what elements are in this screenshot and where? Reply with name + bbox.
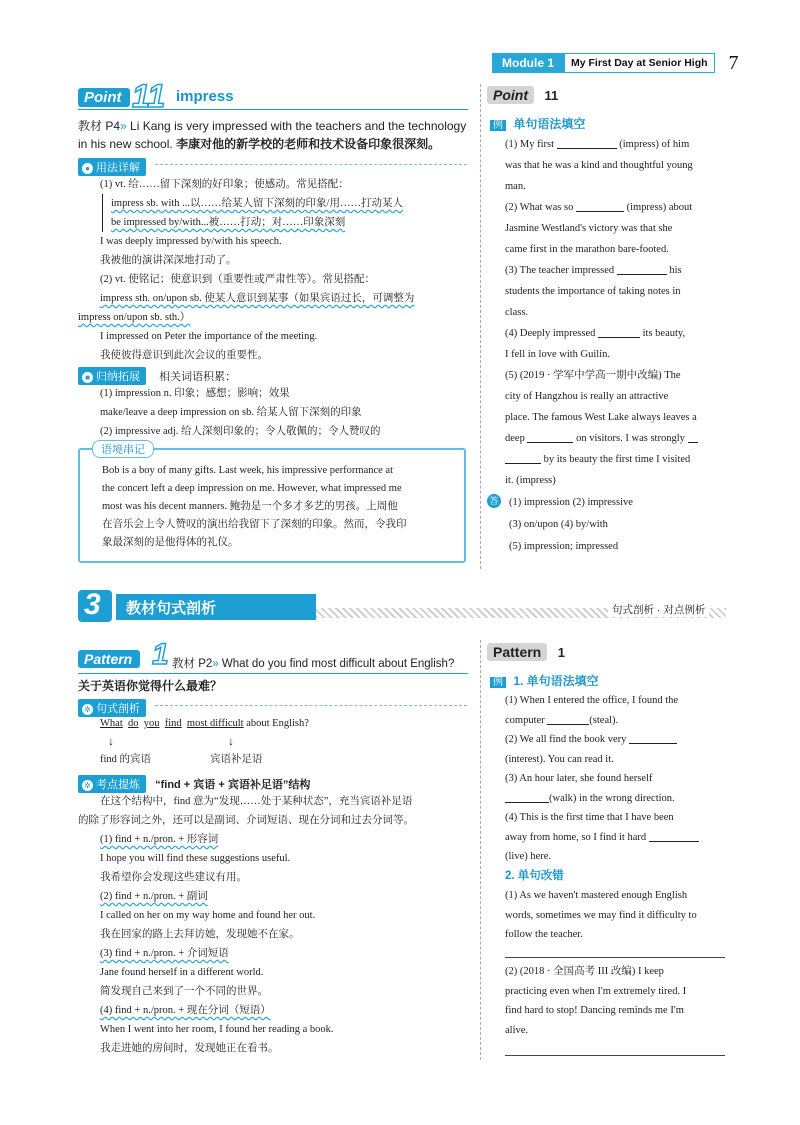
heading-rule <box>78 109 468 110</box>
usage-line: 我被他的演讲深深地打动了。 <box>100 255 237 266</box>
context-line: the concert left a deep impression on me. However, what impressed me <box>102 483 402 494</box>
example-en: I hope you will find these suggestions useful. <box>100 853 291 864</box>
context-line: 象最深刻的是他得体的礼仪。 <box>102 537 239 548</box>
sentence-analysis: What do you find most difficult about English? <box>100 718 309 729</box>
intro-block: 教材 P4» Li Kang is very impressed with the teachers and the technology in his new school. 李康对他的新学校的老师和技术设备印象很深刻。 <box>78 119 467 151</box>
example-label: 例 <box>490 677 506 688</box>
arrow-icon: ↓ <box>228 734 234 748</box>
gear-icon: ✲ <box>82 704 93 715</box>
key-point-body <box>100 792 412 811</box>
intro-en: Li Kang is very impressed with the teachers and the technology <box>130 119 467 133</box>
example-en: When I went into her room, I found her reading a book. <box>100 1024 334 1035</box>
example-zh: 我希望你会发现这些建议有用。 <box>100 872 247 883</box>
summary-line: (2) impressive adj. 给人深刻印象的；令人敬佩的；令人赞叹的 <box>100 426 381 437</box>
answer-icon: 答 <box>487 494 501 508</box>
key-point-title: “find + 宾语 + 宾语补足语”结构 <box>155 779 311 791</box>
right-pattern-title <box>490 672 599 689</box>
intro-ref: 教材 P4 <box>78 119 121 133</box>
section-number: 3 <box>84 588 101 621</box>
example-en: Jane found herself in a different world. <box>100 967 264 978</box>
summary-body <box>100 384 381 441</box>
answer-line: (5) impression; impressed <box>509 541 619 552</box>
context-line: 在音乐会上令人赞叹的演出给我留下了深刻的印象。然而，令我印 <box>102 519 407 530</box>
example-structure: (1) find + n./pron. + 形容词 <box>100 834 219 845</box>
right-pattern-badge: Pattern <box>487 643 547 661</box>
example-structure: (2) find + n./pron. + 副词 <box>100 891 208 902</box>
usage-line: impress on/upon sb. sth.） <box>78 312 191 323</box>
answer-line <box>505 1055 725 1056</box>
right-exercises: (1) My first (impress) of him was that he was a kind and thoughtful young man. (2) What was so (impress) about Jasmine Westland's victory was that she came first in the marathon bare-footed. (3) The teacher impressed his students the importance of taking notes in class. (4) Deeply impressed its beauty, I fell in love with Guilin. (5) (2019 · 学军中学高一期中改编) The city of Hangzhou is really an attractive place. The famous West Lake always leaves a deep on visitors. I was strongly by its beauty the first time I visited it. (impress) <box>505 139 697 486</box>
right-point-badge: Point <box>487 86 534 104</box>
usage-example <box>100 327 317 365</box>
right-pattern-exercises: (1) When I entered the office, I found the computer (steal). (2) We all find the book very (interest). You can read it. (3) An hour later, she found herself (walk) in the wrong direction. (4) This is the first time that I have been away from home, so I find it hard (live) here. 2. 单句改错 (1) As we haven't mastered enough English words, sometimes we may find it difficulty to follow the teacher. <box>505 691 725 945</box>
body-line: 在这个结构中，find 意为“发现……处于某种状态”，充当宾语补足语 <box>100 796 413 807</box>
point-number: 11 <box>132 78 166 114</box>
example-zh: 我走进她的房间时，发现她正在看书。 <box>100 1043 279 1054</box>
usage-line: I was deeply impressed by/with his speech. <box>100 236 282 247</box>
analysis-label: 宾语补足语 <box>210 754 263 765</box>
example-structure: (4) find + n./pron. + 现在分词（短语） <box>100 1005 271 1016</box>
context-text <box>102 462 457 552</box>
examples-list <box>100 830 334 1058</box>
example-zh: 我在回家的路上去拜访她，发现她不在家。 <box>100 929 300 940</box>
page-number: 7 <box>728 51 739 74</box>
answer-block <box>487 492 633 558</box>
usage-line: impress sb. with ...以……给某人留下深刻的印象/用……打动某人 <box>111 198 403 209</box>
divider <box>155 164 467 165</box>
module-label: Module 1 <box>492 53 564 73</box>
right-pattern-heading <box>487 643 565 662</box>
usage-line: I impressed on Peter the importance of the meeting. <box>100 331 318 342</box>
key-point-tag: ✲ 考点提炼 “find + 宾语 + 宾语补足语”结构 <box>78 773 310 793</box>
pattern1-heading <box>78 638 468 674</box>
example-structure: (3) find + n./pron. + 介词短语 <box>100 948 229 959</box>
analysis-tag: ✲ 句式剖析 <box>78 697 146 717</box>
exercise-heading: 2. 单句改错 <box>505 869 564 882</box>
pattern-number: 1 <box>152 638 169 671</box>
summary-head: 相关词语积累： <box>159 371 237 383</box>
page-header <box>492 52 739 74</box>
point-word: impress <box>176 88 234 105</box>
summary-tag: ■ 归纳拓展 相关词语积累： <box>78 365 236 385</box>
section-right-label: 句式剖析 · 对点例析 <box>608 602 709 617</box>
summary-line: make/leave a deep impression on sb. 给某人留下深刻的印象 <box>100 407 362 418</box>
answer-line: (1) impression (2) impressive <box>509 497 633 508</box>
section-title: 教材句式剖析 <box>116 594 316 620</box>
point-badge: Point <box>78 88 130 107</box>
summary-line: (1) impression n. 印象；感想；影响；效果 <box>100 388 290 399</box>
arrow-icon: ↓ <box>108 734 114 748</box>
column-divider <box>480 84 481 569</box>
context-box <box>78 444 466 563</box>
usage-line: (1) vt. 给……留下深刻的好印象；使感动。常见搭配： <box>100 179 349 190</box>
usage-tag: ● 用法详解 <box>78 156 146 176</box>
pattern-zh: 关于英语你觉得什么最难？ <box>78 679 223 693</box>
context-tag: 语境串记 <box>92 440 154 458</box>
body-line: 的除了形容词之外，还可以是副词、介词短语、现在分词和过去分词等。 <box>78 815 414 826</box>
usage-line: 我使彼得意识到此次会议的重要性。 <box>100 350 268 361</box>
point11-heading <box>78 78 468 114</box>
bulb-icon: ● <box>82 163 93 174</box>
analysis-label: find 的宾语 <box>100 754 152 765</box>
pattern-intro: 教材 P2» What do you find most difficult about English? <box>172 658 455 670</box>
example-zh: 简发现自己来到了一个不同的世界。 <box>100 986 268 997</box>
right-point-number: 11 <box>544 88 559 103</box>
pattern-badge: Pattern <box>78 650 140 668</box>
usage-line: impress sth. on/upon sb. 使某人意识到某事（如果宾语过长，可调整为 <box>100 293 415 304</box>
heading-rule <box>78 673 468 674</box>
exercise-heading: 1. 单句语法填空 <box>513 674 599 688</box>
context-line: Bob is a boy of many gifts. Last week, his impressive performance at <box>102 465 394 476</box>
right-pattern-number: 1 <box>557 645 565 660</box>
module-title: My First Day at Senior High <box>564 53 715 73</box>
answer-line <box>505 957 725 958</box>
context-line: most was his decent manners. 鲍勃是一个多才多艺的男孩。上周他 <box>102 501 398 512</box>
expand-icon: ■ <box>82 372 93 383</box>
answer-line: (3) on/upon (4) by/with <box>509 519 608 530</box>
example-en: I called on her on my way home and found her out. <box>100 910 316 921</box>
example-title: 单句语法填空 <box>513 117 586 131</box>
intro-en2: in his new school. <box>78 137 173 151</box>
right-pattern-correction: (2) (2018 · 全国高考 III 改编) I keep practicing even when I'm extremely tired. I find hard to stop! Dancing reminds me I'm alive. <box>505 966 687 1036</box>
section3-banner <box>78 590 726 622</box>
usage-brace <box>102 194 414 232</box>
intro-zh: 李康对他的新学校的老师和技术设备印象很深刻。 <box>176 137 441 151</box>
gear-icon: ✲ <box>82 780 93 791</box>
usage-body <box>100 175 414 308</box>
example-label: 例 <box>490 120 506 131</box>
column-divider <box>480 640 481 1060</box>
usage-line: (2) vt. 使铭记；使意识到（重要性或严肃性等）。常见搭配： <box>100 274 376 285</box>
key-point-body2 <box>78 811 414 830</box>
divider <box>155 705 467 706</box>
right-example-title <box>490 115 585 132</box>
right-point-heading <box>487 86 558 105</box>
usage-line: be impressed by/with...被……打动；对……印象深刻 <box>111 217 346 228</box>
